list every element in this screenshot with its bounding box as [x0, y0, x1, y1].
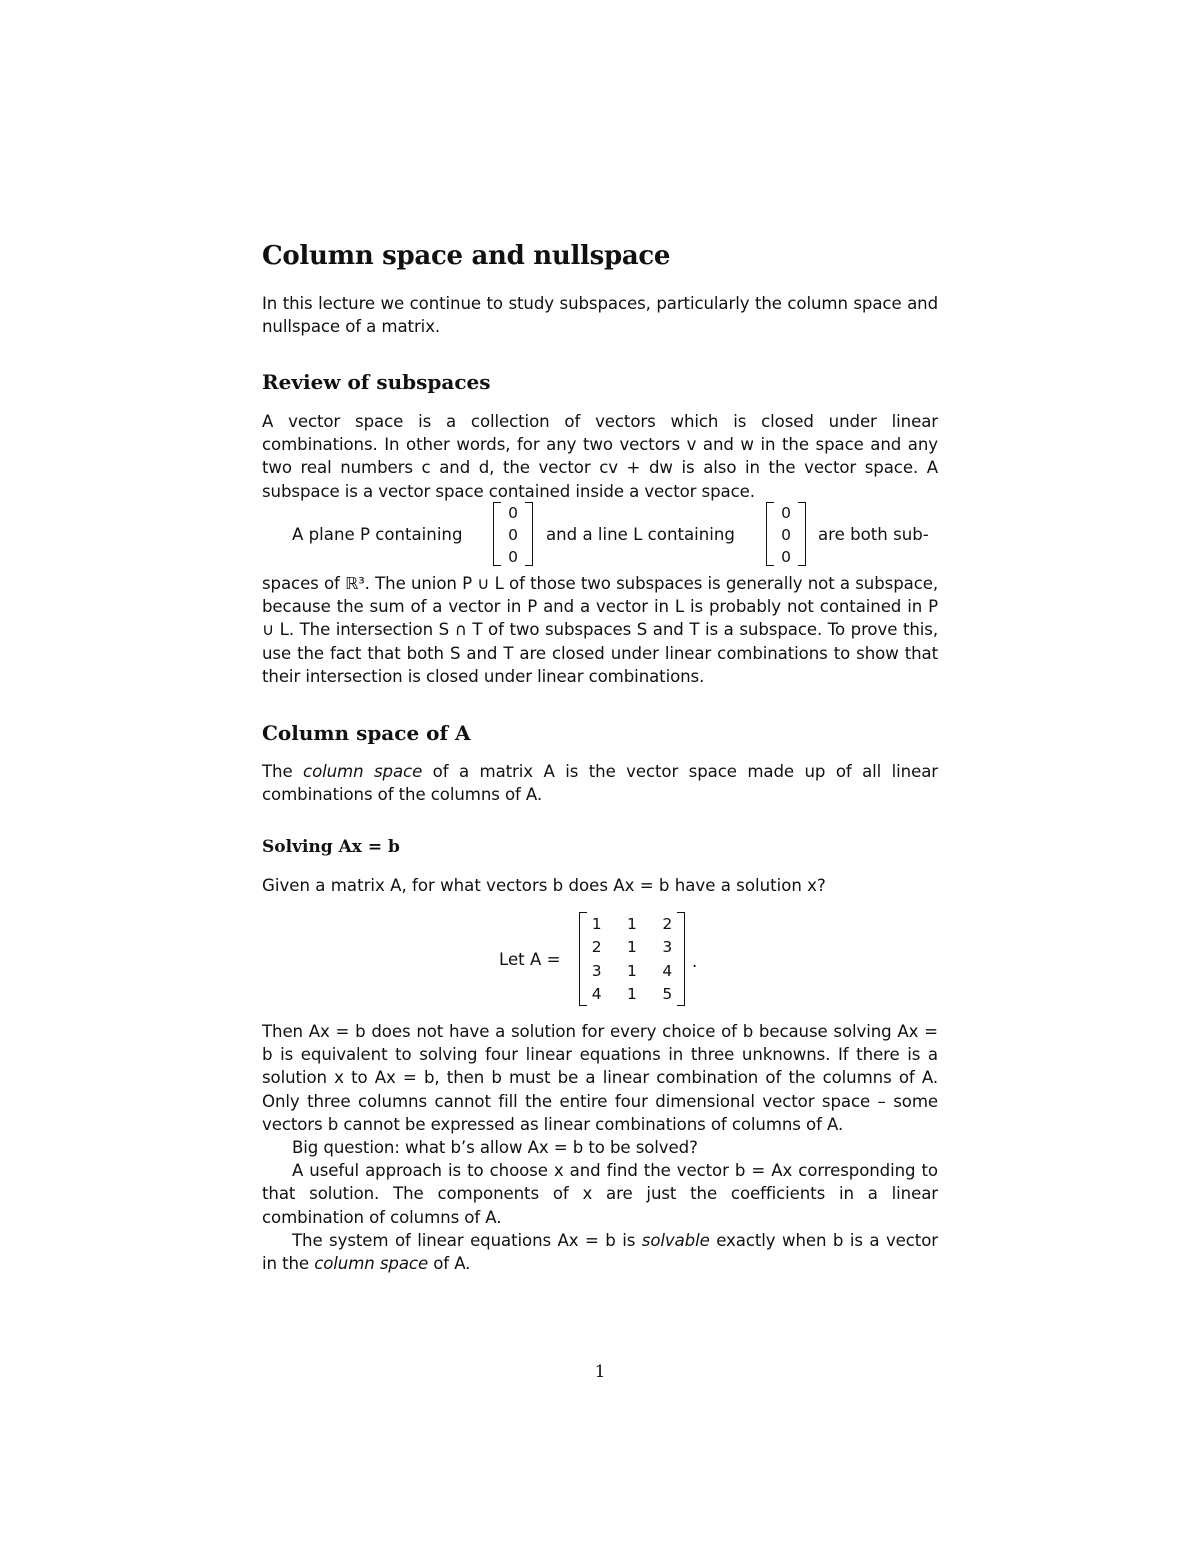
matrix-a-entry: 2	[662, 914, 673, 933]
section-heading-column-space: Column space of A	[262, 721, 471, 745]
intro-block	[262, 292, 938, 338]
solvable-term: solvable	[641, 1230, 710, 1250]
subspaces-text: are both sub-	[818, 525, 929, 544]
zero-vector-1-entry: 0	[508, 526, 518, 544]
matrix-a-display	[262, 912, 938, 1008]
solvable-text: The system of linear equations Ax = b is	[292, 1230, 642, 1250]
page-title: Column space and nullspace	[262, 241, 671, 271]
definition-text: The	[262, 762, 304, 781]
plane-line-row	[262, 502, 938, 568]
intro-paragraph: In this lecture we continue to study subspaces, particularly the column space and nullspace of a matrix.	[262, 294, 938, 337]
line-text: and a line L containing	[546, 525, 735, 544]
section-column-heading-block	[262, 720, 938, 746]
solvable-text: exactly when b is a vector in the	[262, 1230, 938, 1274]
document-page	[262, 0, 938, 1553]
section-column-body	[262, 760, 938, 806]
title-block	[262, 240, 938, 272]
matrix-a-entry: 1	[627, 985, 637, 1004]
definition-term: column space	[303, 762, 423, 781]
subsection-heading-solving: Solving Ax = b	[262, 837, 400, 857]
plane-text: A plane P containing	[292, 525, 463, 544]
question-paragraph: Given a matrix A, for what vectors b does Ax = b have a solution x?	[262, 876, 826, 895]
matrix-a-row	[579, 936, 685, 960]
matrix-a-entry: 5	[662, 985, 673, 1004]
zero-vector-2-entry: 0	[781, 504, 791, 522]
let-a-label: Let A =	[499, 950, 561, 969]
matrix-a-entry: 3	[591, 961, 602, 980]
matrix-a	[579, 912, 685, 1006]
zero-vector-1-entry: 0	[508, 548, 518, 566]
section-heading-review: Review of subspaces	[262, 370, 491, 394]
solving-body	[262, 1020, 938, 1275]
section-review-body	[262, 410, 938, 503]
solving-paragraph-1: Then Ax = b does not have a solution for every choice of b because solving Ax = b is equivalent to solving four linear equations in three unknowns. If there is a solution x to Ax = b, then b must be a linear combination of the columns of A. Only three columns cannot fill the entire four dimensional vector space – some vectors b cannot be expressed as linear combinations of columns of A.	[262, 1022, 938, 1134]
definition-text: of a matrix A is the vector space made up of all linear combinations of the columns of A.	[262, 762, 938, 805]
matrix-a-row	[579, 983, 685, 1007]
column-space-term: column space	[314, 1254, 429, 1274]
page-number: 1	[594, 1362, 606, 1382]
matrix-a-table	[579, 912, 685, 1006]
zero-vector-2-entry: 0	[781, 548, 791, 566]
column-space-definition	[262, 760, 938, 806]
matrix-a-entry: 4	[591, 985, 602, 1004]
zero-vector-1	[493, 502, 533, 566]
section-review-body-2	[262, 572, 938, 688]
matrix-a-entry: 3	[662, 938, 673, 957]
review-paragraph-2: spaces of ℝ³. The union P ∪ L of those two subspaces is generally not a subspace, because the sum of a vector in P and a vector in L is probably not contained in P ∪ L. The intersection S ∩ T of two subspaces S and T is a subspace. To prove this, use the fact that both S and T are closed under linear combinations to show that their intersection is closed under linear combinations.	[262, 574, 938, 686]
matrix-a-entry: 4	[662, 961, 673, 980]
zero-vector-2-entry: 0	[781, 526, 791, 544]
matrix-a-entry: 1	[627, 914, 637, 933]
solving-paragraph-2: Big question: what b’s allow Ax = b to be solved?	[292, 1138, 698, 1158]
matrix-a-entry: 1	[627, 938, 637, 957]
matrix-a-entry: 1	[591, 914, 602, 933]
matrix-a-entry: 1	[627, 961, 637, 980]
matrix-period: .	[692, 952, 698, 971]
solving-paragraph-4	[262, 1229, 938, 1275]
review-paragraph-1: A vector space is a collection of vectors which is closed under linear combinations. In other words, for any two vectors v and w in the space and any two real numbers c and d, the vector cv + dw is also in the vector space. A subspace is a vector space contained inside a vector space.	[262, 412, 938, 501]
matrix-a-row	[579, 959, 685, 983]
zero-vector-1-entry: 0	[508, 504, 518, 522]
question-block	[262, 874, 938, 897]
solvable-text: of A.	[428, 1254, 471, 1274]
section-review-heading-block	[262, 369, 938, 395]
subsection-solving-heading-block	[262, 836, 938, 858]
zero-vector-2	[766, 502, 806, 566]
matrix-a-row	[579, 912, 685, 936]
matrix-a-entry: 2	[591, 938, 602, 957]
solving-paragraph-3: A useful approach is to choose x and find the vector b = Ax corresponding to that solution. The components of x are just the coefficients in a linear combination of columns of A.	[262, 1161, 938, 1227]
